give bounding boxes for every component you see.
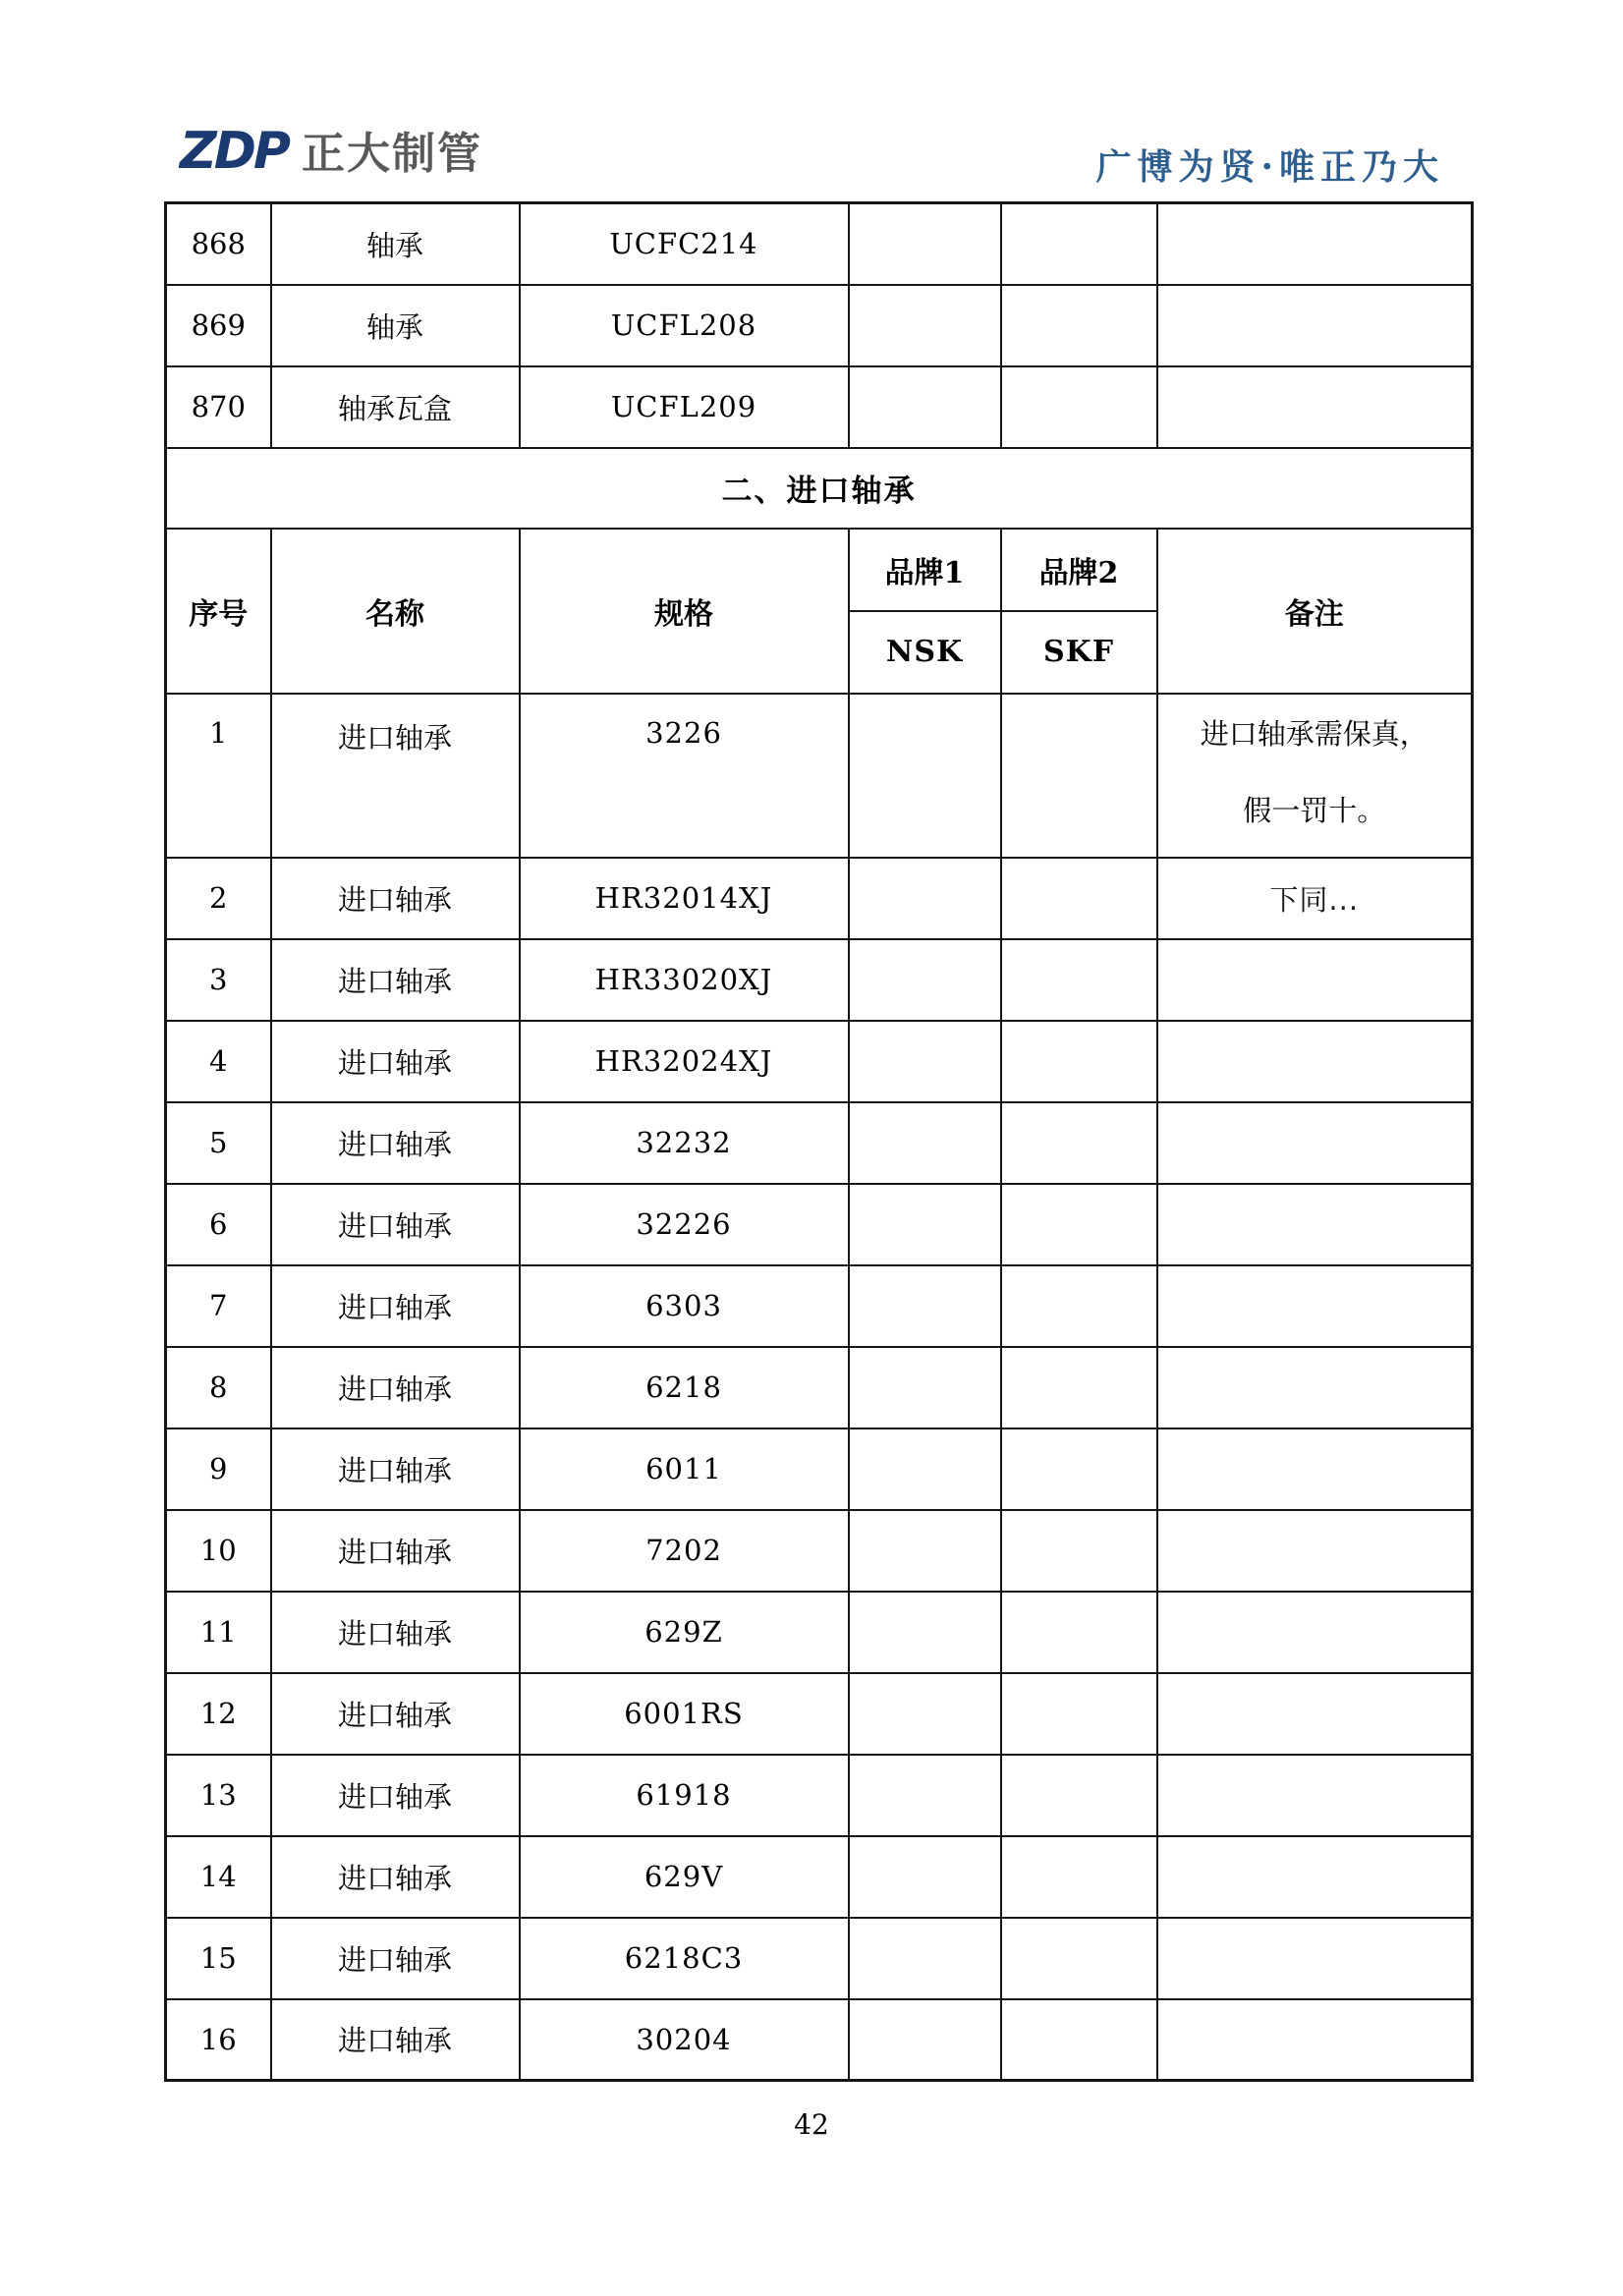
table-header — [166, 529, 1473, 694]
cell-brand1 — [849, 285, 1001, 366]
cell-brand1 — [849, 1673, 1001, 1755]
cell-spec: 30204 — [520, 1999, 849, 2081]
table-row — [166, 1755, 1473, 1836]
cell-name: 轴承 — [271, 285, 520, 366]
cell-no: 11 — [166, 1592, 271, 1673]
cell-name: 轴承 — [271, 203, 520, 285]
cell-name: 进口轴承 — [271, 1999, 520, 2081]
cell-spec: 629V — [520, 1836, 849, 1918]
cell-name: 进口轴承 — [271, 1102, 520, 1184]
table-row — [166, 203, 1473, 285]
cell-no: 7 — [166, 1265, 271, 1347]
cell-brand1 — [849, 939, 1001, 1021]
section-title-row — [166, 448, 1473, 529]
cell-no: 16 — [166, 1999, 271, 2081]
cell-brand1 — [849, 1510, 1001, 1592]
cell-name: 进口轴承 — [271, 1755, 520, 1836]
cell-brand2 — [1001, 285, 1157, 366]
cell-no: 3 — [166, 939, 271, 1021]
cell-no: 10 — [166, 1510, 271, 1592]
section-title: 二、进口轴承 — [166, 448, 1473, 529]
cell-brand2 — [1001, 1184, 1157, 1265]
cell-name: 进口轴承 — [271, 1347, 520, 1428]
cell-spec: 6303 — [520, 1265, 849, 1347]
col-header-brand1: 品牌1 — [849, 529, 1001, 611]
cell-remark — [1157, 1428, 1473, 1510]
cell-spec: 61918 — [520, 1755, 849, 1836]
cell-no: 8 — [166, 1347, 271, 1428]
cell-brand2 — [1001, 1592, 1157, 1673]
cell-spec: 6218 — [520, 1347, 849, 1428]
cell-spec: 6001RS — [520, 1673, 849, 1755]
cell-remark — [1157, 1836, 1473, 1918]
cell-no: 13 — [166, 1755, 271, 1836]
cell-no: 868 — [166, 203, 271, 285]
cell-name: 进口轴承 — [271, 1184, 520, 1265]
cell-remark — [1157, 1510, 1473, 1592]
cell-remark — [1157, 939, 1473, 1021]
cell-spec: 7202 — [520, 1510, 849, 1592]
page-number: 42 — [794, 2108, 829, 2141]
cell-brand1 — [849, 1021, 1001, 1102]
cell-remark — [1157, 203, 1473, 285]
cell-spec: 3226 — [520, 694, 849, 858]
cell-spec: 6218C3 — [520, 1918, 849, 1999]
cell-no: 870 — [166, 366, 271, 448]
cell-brand2 — [1001, 1265, 1157, 1347]
cell-remark — [1157, 1999, 1473, 2081]
cell-remark: 下同... — [1157, 858, 1473, 939]
company-name: 正大制管 — [301, 129, 482, 179]
cell-name: 进口轴承 — [271, 1021, 520, 1102]
cell-spec: 6011 — [520, 1428, 849, 1510]
cell-brand2 — [1001, 694, 1157, 858]
cell-no: 14 — [166, 1836, 271, 1918]
table-row — [166, 1347, 1473, 1428]
cell-brand1 — [849, 1918, 1001, 1999]
cell-brand1 — [849, 1836, 1001, 1918]
cell-name: 进口轴承 — [271, 1836, 520, 1918]
cell-remark — [1157, 694, 1473, 858]
cell-name: 进口轴承 — [271, 1428, 520, 1510]
cell-remark — [1157, 1755, 1473, 1836]
cell-brand1 — [849, 1184, 1001, 1265]
table-row — [166, 939, 1473, 1021]
table-row — [166, 1102, 1473, 1184]
cell-remark — [1157, 366, 1473, 448]
cell-brand1 — [849, 1102, 1001, 1184]
cell-brand2 — [1001, 1673, 1157, 1755]
table-row — [166, 1265, 1473, 1347]
cell-brand1 — [849, 1999, 1001, 2081]
cell-brand2 — [1001, 1510, 1157, 1592]
cell-brand1 — [849, 858, 1001, 939]
cell-no: 2 — [166, 858, 271, 939]
cell-brand1 — [849, 694, 1001, 858]
table-row — [166, 285, 1473, 366]
company-logo — [180, 122, 482, 181]
cell-name: 进口轴承 — [271, 1592, 520, 1673]
section-header — [166, 448, 1473, 529]
cell-spec: 32226 — [520, 1184, 849, 1265]
cell-spec: 32232 — [520, 1102, 849, 1184]
cell-remark — [1157, 1347, 1473, 1428]
cell-brand1 — [849, 1265, 1001, 1347]
col-header-no: 序号 — [166, 529, 271, 694]
cell-spec: 629Z — [520, 1592, 849, 1673]
cell-brand1 — [849, 1755, 1001, 1836]
table-row — [166, 1999, 1473, 2081]
cell-brand2 — [1001, 1021, 1157, 1102]
company-slogan: 广博为贤·唯正乃大 — [1095, 146, 1444, 188]
cell-brand2 — [1001, 939, 1157, 1021]
col-header-brand2: 品牌2 — [1001, 529, 1157, 611]
cell-remark — [1157, 1021, 1473, 1102]
cell-remark — [1157, 1265, 1473, 1347]
table-row — [166, 1918, 1473, 1999]
col-header-brand1-sub: NSK — [849, 611, 1001, 694]
cell-name: 进口轴承 — [271, 1673, 520, 1755]
cell-no: 15 — [166, 1918, 271, 1999]
cell-remark — [1157, 1184, 1473, 1265]
table-row — [166, 1510, 1473, 1592]
cell-remark — [1157, 1102, 1473, 1184]
cell-spec: UCFL208 — [520, 285, 849, 366]
import-rows — [166, 694, 1473, 2081]
col-header-name: 名称 — [271, 529, 520, 694]
cell-name: 进口轴承 — [271, 1918, 520, 1999]
cell-name: 轴承瓦盒 — [271, 366, 520, 448]
cell-no: 9 — [166, 1428, 271, 1510]
header-row-1 — [166, 529, 1473, 611]
table-row — [166, 694, 1473, 858]
cell-spec: HR32024XJ — [520, 1021, 849, 1102]
cell-spec: UCFC214 — [520, 203, 849, 285]
cell-brand1 — [849, 1347, 1001, 1428]
cell-name: 进口轴承 — [271, 939, 520, 1021]
cell-no: 4 — [166, 1021, 271, 1102]
carryover-rows — [166, 203, 1473, 448]
cell-no: 1 — [166, 694, 271, 858]
table-row — [166, 366, 1473, 448]
cell-brand2 — [1001, 1836, 1157, 1918]
cell-name: 进口轴承 — [271, 858, 520, 939]
cell-spec: HR33020XJ — [520, 939, 849, 1021]
remark-line: 进口轴承需保真， — [1200, 716, 1428, 751]
table-row — [166, 1592, 1473, 1673]
cell-brand2 — [1001, 1347, 1157, 1428]
cell-remark — [1157, 1592, 1473, 1673]
cell-brand1 — [849, 203, 1001, 285]
zdp-logo-text: ZDP — [180, 122, 288, 181]
cell-remark — [1157, 1918, 1473, 1999]
cell-spec: UCFL209 — [520, 366, 849, 448]
table-row — [166, 1428, 1473, 1510]
cell-brand2 — [1001, 366, 1157, 448]
cell-name: 进口轴承 — [271, 1510, 520, 1592]
cell-no: 869 — [166, 285, 271, 366]
cell-brand2 — [1001, 858, 1157, 939]
cell-brand2 — [1001, 1755, 1157, 1836]
cell-name: 进口轴承 — [271, 1265, 520, 1347]
col-header-brand2-sub: SKF — [1001, 611, 1157, 694]
cell-brand1 — [849, 366, 1001, 448]
cell-no: 12 — [166, 1673, 271, 1755]
cell-remark — [1157, 285, 1473, 366]
cell-name: 进口轴承 — [271, 694, 520, 858]
cell-brand1 — [849, 1592, 1001, 1673]
cell-brand2 — [1001, 1999, 1157, 2081]
cell-brand1 — [849, 1428, 1001, 1510]
cell-no: 6 — [166, 1184, 271, 1265]
cell-spec: HR32014XJ — [520, 858, 849, 939]
cell-brand2 — [1001, 1428, 1157, 1510]
table-row — [166, 1021, 1473, 1102]
cell-no: 5 — [166, 1102, 271, 1184]
table-row — [166, 1673, 1473, 1755]
table-row — [166, 1836, 1473, 1918]
cell-brand2 — [1001, 203, 1157, 285]
remark-line: 假一罚十。 — [1243, 793, 1386, 827]
col-header-remark: 备注 — [1157, 529, 1473, 694]
cell-brand2 — [1001, 1102, 1157, 1184]
table-row — [166, 1184, 1473, 1265]
cell-remark — [1157, 1673, 1473, 1755]
col-header-spec: 规格 — [520, 529, 849, 694]
table-row — [166, 858, 1473, 939]
cell-brand2 — [1001, 1918, 1157, 1999]
parts-table — [164, 201, 1474, 2082]
